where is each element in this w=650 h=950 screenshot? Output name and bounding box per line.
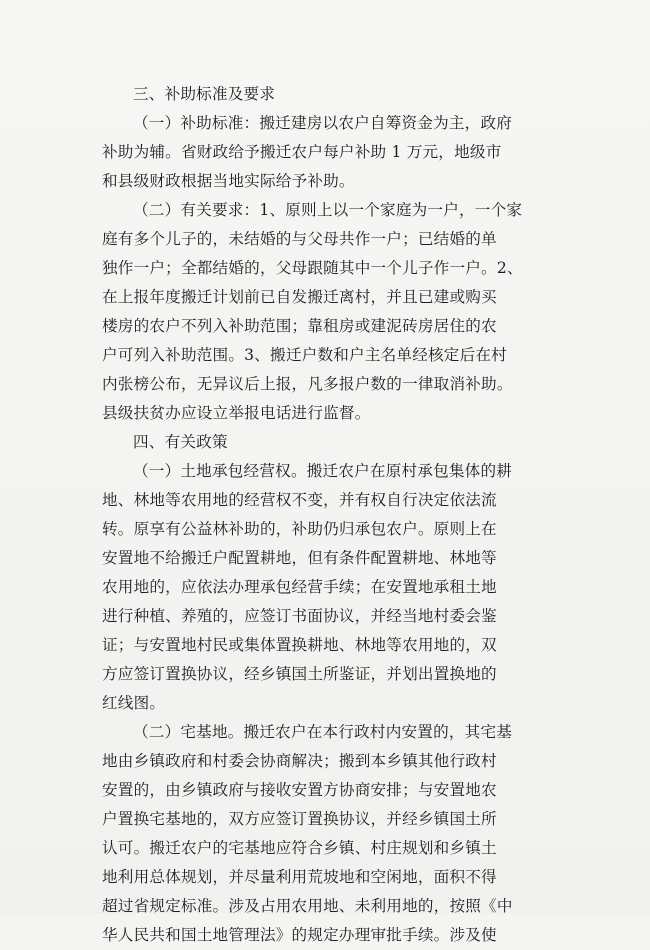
- text-line: （一）补助标准：搬迁建房以农户自筹资金为主，政府: [133, 114, 513, 132]
- text-line: 认可。搬迁农户的宅基地应符合乡镇、村庄规划和乡镇土: [102, 839, 497, 857]
- document-body: [102, 80, 558, 950]
- text-line: 独作一户；全都结婚的，父母跟随其中一个儿子作一户。2、: [102, 259, 523, 277]
- text-line: 红线图。: [102, 694, 166, 712]
- text-line: 和县级财政根据当地实际给予补助。: [102, 172, 355, 190]
- text-line: 超过省规定标准。涉及占用农用地、未利用地的，按照《中: [102, 897, 513, 915]
- text-line: 户可列入补助范围。3、搬迁户数和户主名单经核定后在村: [102, 346, 507, 364]
- text-line: 转。原享有公益林补助的，补助仍归承包农户。原则上在: [102, 520, 497, 538]
- text-line: （二）宅基地。搬迁农户在本行政村内安置的，其宅基: [133, 723, 513, 741]
- text-line: 地利用总体规划，并尽量利用荒坡地和空闲地，面积不得: [102, 868, 497, 886]
- text-line: 证；与安置地村民或集体置换耕地、林地等农用地的，双: [102, 636, 497, 654]
- text-line: 补助为辅。省财政给予搬迁农户每户补助 1 万元，地级市: [102, 143, 502, 161]
- text-line: （二）有关要求：1、原则上以一个家庭为一户，一个家: [133, 201, 523, 219]
- text-line: 楼房的农户不列入补助范围；靠租房或建泥砖房居住的农: [102, 317, 497, 335]
- text-line: 四、有关政策: [133, 433, 228, 451]
- text-line: 安置的，由乡镇政府与接收安置方协商安排；与安置地农: [102, 781, 497, 799]
- text-line: 方应签订置换协议，经乡镇国土所鉴证，并划出置换地的: [102, 665, 497, 683]
- text-line: 地由乡镇政府和村委会协商解决；搬到本乡镇其他行政村: [102, 752, 497, 770]
- text-line: 地、林地等农用地的经营权不变，并有权自行决定依法流: [102, 491, 497, 509]
- text-line: 户置换宅基地的，双方应签订置换协议，并经乡镇国土所: [102, 810, 497, 828]
- text-line: 进行种植、养殖的，应签订书面协议，并经当地村委会鉴: [102, 607, 497, 625]
- text-line: 内张榜公布，无异议后上报，凡多报户数的一律取消补助。: [102, 375, 513, 393]
- text-line: 庭有多个儿子的，未结婚的与父母共作一户；已结婚的单: [102, 230, 497, 248]
- text-line: （一）土地承包经营权。搬迁农户在原村承包集体的耕: [133, 462, 513, 480]
- text-line: 农用地的，应依法办理承包经营手续；在安置地承租土地: [102, 578, 497, 596]
- text-line: 三、补助标准及要求: [133, 85, 276, 103]
- text-line: 县级扶贫办应设立举报电话进行监督。: [102, 404, 371, 422]
- text-line: 在上报年度搬迁计划前已自发搬迁离村，并且已建或购买: [102, 288, 497, 306]
- text-line: 安置地不给搬迁户配置耕地，但有条件配置耕地、林地等: [102, 549, 497, 567]
- text-line: 华人民共和国土地管理法》的规定办理审批手续。涉及使: [102, 926, 497, 944]
